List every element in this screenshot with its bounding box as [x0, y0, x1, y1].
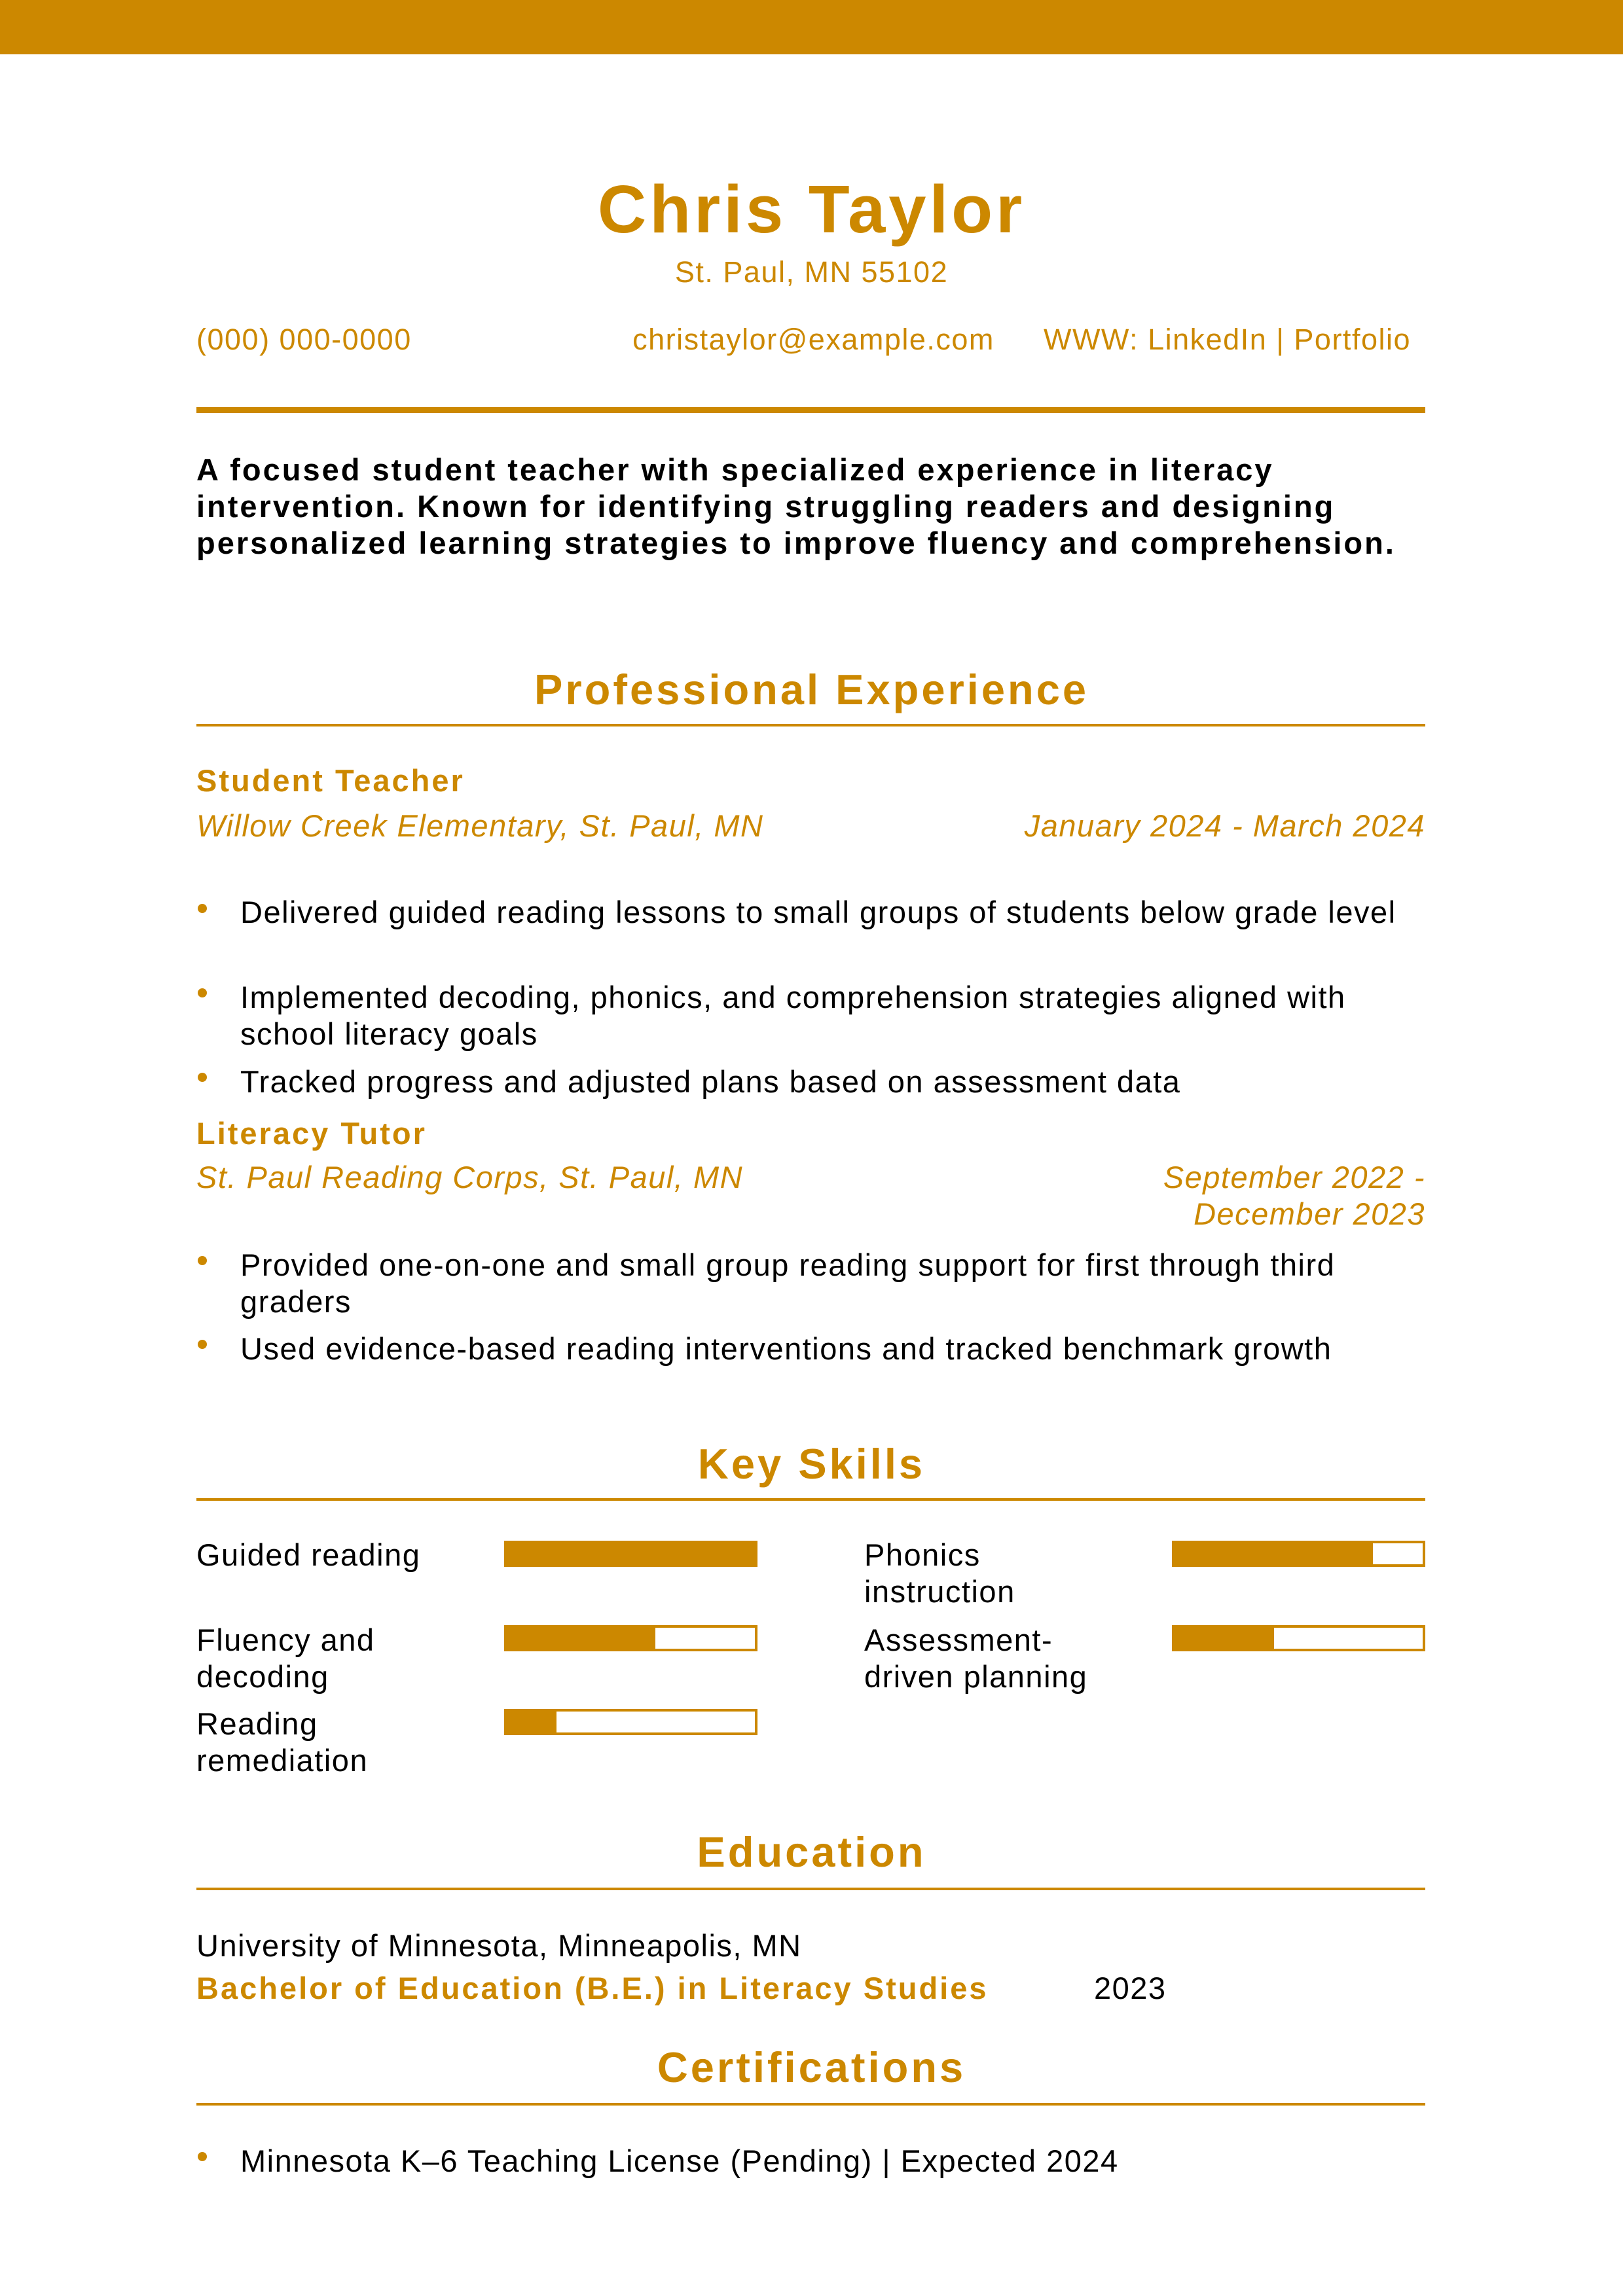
section-title-education: Education — [697, 1828, 926, 1876]
skill-label: Assessment-driven planning — [864, 1623, 1088, 1694]
job-bullet: Used evidence-based reading interventions and tracked benchmark growth — [240, 1331, 1332, 1366]
skill-label: Phonics instruction — [864, 1537, 1015, 1609]
skill-bar-fill — [507, 1712, 556, 1732]
job-org: Willow Creek Elementary, St. Paul, MN — [196, 808, 764, 843]
job-dates: September 2022 - December 2023 — [1163, 1160, 1425, 1231]
bullet-icon — [198, 2152, 207, 2161]
job-bullet: Implemented decoding, phonics, and comprehension strategies aligned with school literacy goals — [240, 980, 1346, 1051]
skill-label: Fluency and decoding — [196, 1623, 375, 1694]
candidate-name: Chris Taylor — [597, 171, 1026, 247]
section-title-experience: Professional Experience — [534, 666, 1089, 713]
section-divider — [196, 1888, 1425, 1890]
graduation-year: 2023 — [1094, 1971, 1167, 2005]
skill-label: Guided reading — [196, 1537, 421, 1572]
bullet-icon — [198, 1340, 207, 1349]
address: St. Paul, MN 55102 — [674, 255, 949, 289]
job-role: Student Teacher — [196, 763, 465, 798]
certification-item: Minnesota K–6 Teaching License (Pending) | Expected 2024 — [240, 2144, 1119, 2178]
header-divider — [196, 407, 1425, 413]
job-dates: January 2024 - March 2024 — [1024, 808, 1425, 843]
skill-bar — [504, 1709, 757, 1735]
section-title-certifications: Certifications — [657, 2043, 966, 2091]
summary: A focused student teacher with specialized experience in literacy intervention. Known for identifying struggling readers and designing personalized learning strategies to improve fluency and comprehension. — [196, 452, 1396, 560]
skill-bar-fill — [507, 1628, 655, 1649]
email-link[interactable]: christaylor@example.com — [632, 323, 994, 356]
skill-label: Reading remediation — [196, 1706, 369, 1778]
job-bullet: Tracked progress and adjusted plans based on assessment data — [240, 1064, 1181, 1099]
skill-bar — [504, 1541, 757, 1567]
skill-bar — [504, 1625, 757, 1651]
section-title-skills: Key Skills — [697, 1440, 926, 1488]
skill-bar-fill — [1175, 1628, 1274, 1649]
bullet-icon — [198, 1256, 207, 1265]
section-divider — [196, 2103, 1425, 2106]
skill-bar — [1172, 1541, 1425, 1567]
skill-bar-fill — [507, 1543, 755, 1564]
degree: Bachelor of Education (B.E.) in Literacy Studies — [196, 1971, 989, 2005]
bullet-icon — [198, 988, 207, 997]
job-org: St. Paul Reading Corps, St. Paul, MN — [196, 1160, 744, 1194]
school: University of Minnesota, Minneapolis, MN — [196, 1928, 802, 1963]
skill-bar-fill — [1175, 1543, 1373, 1564]
job-role: Literacy Tutor — [196, 1116, 427, 1151]
bullet-icon — [198, 904, 207, 913]
job-bullet: Delivered guided reading lessons to small groups of students below grade level — [240, 895, 1396, 929]
web-links[interactable]: WWW: LinkedIn | Portfolio — [1043, 323, 1411, 356]
section-divider — [196, 724, 1425, 726]
top-accent-bar — [0, 0, 1623, 54]
bullet-icon — [198, 1073, 207, 1082]
section-divider — [196, 1498, 1425, 1501]
job-bullet: Provided one-on-one and small group reading support for first through third graders — [240, 1247, 1336, 1319]
phone: (000) 000-0000 — [196, 323, 412, 356]
skill-bar — [1172, 1625, 1425, 1651]
